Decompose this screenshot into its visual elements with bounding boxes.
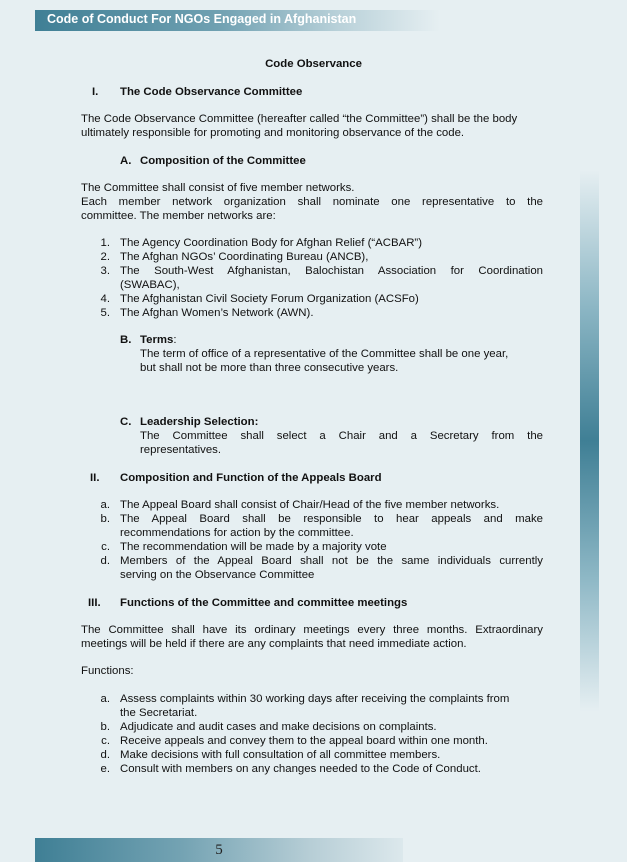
list-item: The Agency Coordination Body for Afghan Relief (“ACBAR”) — [120, 237, 423, 249]
section-II-numeral: II. — [90, 472, 100, 484]
section-III-heading: Functions of the Committee and committee meetings — [120, 597, 408, 609]
subsection-B-colon: : — [173, 334, 177, 346]
subsection-C-heading: Leadership Selection: — [140, 416, 259, 428]
list-item: The South-West Afghanistan, Balochistan Association for Coordination — [120, 265, 543, 277]
subsection-A-line: committee. The member networks are: — [81, 210, 276, 222]
section-II-heading: Composition and Function of the Appeals Board — [120, 472, 382, 484]
subsection-B-line: The term of office of a representative of the Committee shall be one year, — [140, 348, 509, 360]
list-item-letter: b. — [100, 721, 110, 733]
list-item: The Appeal Board shall consist of Chair/Head of the five member networks. — [120, 499, 500, 511]
section-I-numeral: I. — [92, 86, 99, 98]
section-I-paragraph-line: The Code Observance Committee (hereafter called “the Committee”) shall be the body — [81, 113, 518, 125]
subsection-A-letter: A. — [120, 155, 132, 167]
functions-label: Functions: — [81, 665, 134, 677]
list-item: Consult with members on any changes needed to the Code of Conduct. — [120, 763, 481, 775]
section-I-heading: The Code Observance Committee — [120, 86, 303, 98]
list-item-letter: c. — [101, 541, 110, 553]
subsection-B-line: but shall not be more than three consecutive years. — [140, 362, 399, 374]
subsection-B-letter: B. — [120, 334, 132, 346]
list-item: Receive appeals and convey them to the appeal board within one month. — [120, 735, 488, 747]
page-number: 5 — [215, 842, 223, 858]
footer-band — [35, 838, 403, 862]
list-item: Adjudicate and audit cases and make decisions on complaints. — [120, 721, 437, 733]
list-item: The Afghan NGOs’ Coordinating Bureau (ANCB), — [120, 251, 369, 263]
list-item: Members of the Appeal Board shall not be the same individuals currently — [120, 555, 543, 567]
list-item-number: 3. — [100, 265, 110, 277]
list-item-number: 1. — [100, 237, 110, 249]
list-item-number: 2. — [100, 251, 110, 263]
list-item-letter: c. — [101, 735, 110, 747]
document-title: Code of Conduct For NGOs Engaged in Afghanistan — [47, 12, 357, 26]
list-item-letter: d. — [100, 749, 110, 761]
subsection-B-heading: Terms — [140, 334, 174, 346]
list-item-number: 4. — [100, 293, 110, 305]
list-item: Make decisions with full consultation of all committee members. — [120, 749, 441, 761]
list-item: Assess complaints within 30 working days after receiving the complaints from — [120, 693, 510, 705]
list-item: The Afghanistan Civil Society Forum Organization (ACSFo) — [120, 293, 419, 305]
list-item-letter: d. — [100, 555, 110, 567]
list-item-letter: e. — [100, 763, 110, 775]
list-item: The Afghan Women’s Network (AWN). — [120, 307, 314, 319]
subsection-A-line: Each member network organization shall nominate one representative to the — [81, 196, 543, 208]
list-item: The recommendation will be made by a majority vote — [120, 541, 387, 553]
list-item-continuation: recommendations for action by the committee. — [120, 527, 354, 539]
section-III-paragraph-line: The Committee shall have its ordinary meetings every three months. Extraordinary — [81, 624, 543, 636]
subsection-C-line: The Committee shall select a Chair and a Secretary from the — [140, 430, 543, 442]
subsection-B-heading-wrap — [140, 333, 177, 347]
list-item: The Appeal Board shall be responsible to hear appeals and make — [120, 513, 543, 525]
section-III-numeral: III. — [88, 597, 101, 609]
list-item-letter: a. — [100, 499, 110, 511]
list-item-continuation: serving on the Observance Committee — [120, 569, 315, 581]
subsection-A-line: The Committee shall consist of five member networks. — [81, 182, 355, 194]
decorative-side-bar — [580, 170, 599, 712]
section-title: Code Observance — [265, 58, 362, 70]
list-item-letter: a. — [100, 693, 110, 705]
list-item-letter: b. — [100, 513, 110, 525]
list-item-continuation: the Secretariat. — [120, 707, 198, 719]
section-I-paragraph-line: ultimately responsible for promoting and monitoring observance of the code. — [81, 127, 465, 139]
section-III-paragraph-line: meetings will be held if there are any complaints that need immediate action. — [81, 638, 467, 650]
list-item-continuation: (SWABAC), — [120, 279, 180, 291]
subsection-A-heading: Composition of the Committee — [140, 155, 306, 167]
list-item-number: 5. — [100, 307, 110, 319]
header-band — [35, 10, 440, 31]
subsection-C-letter: C. — [120, 416, 132, 428]
subsection-C-line: representatives. — [140, 444, 222, 456]
